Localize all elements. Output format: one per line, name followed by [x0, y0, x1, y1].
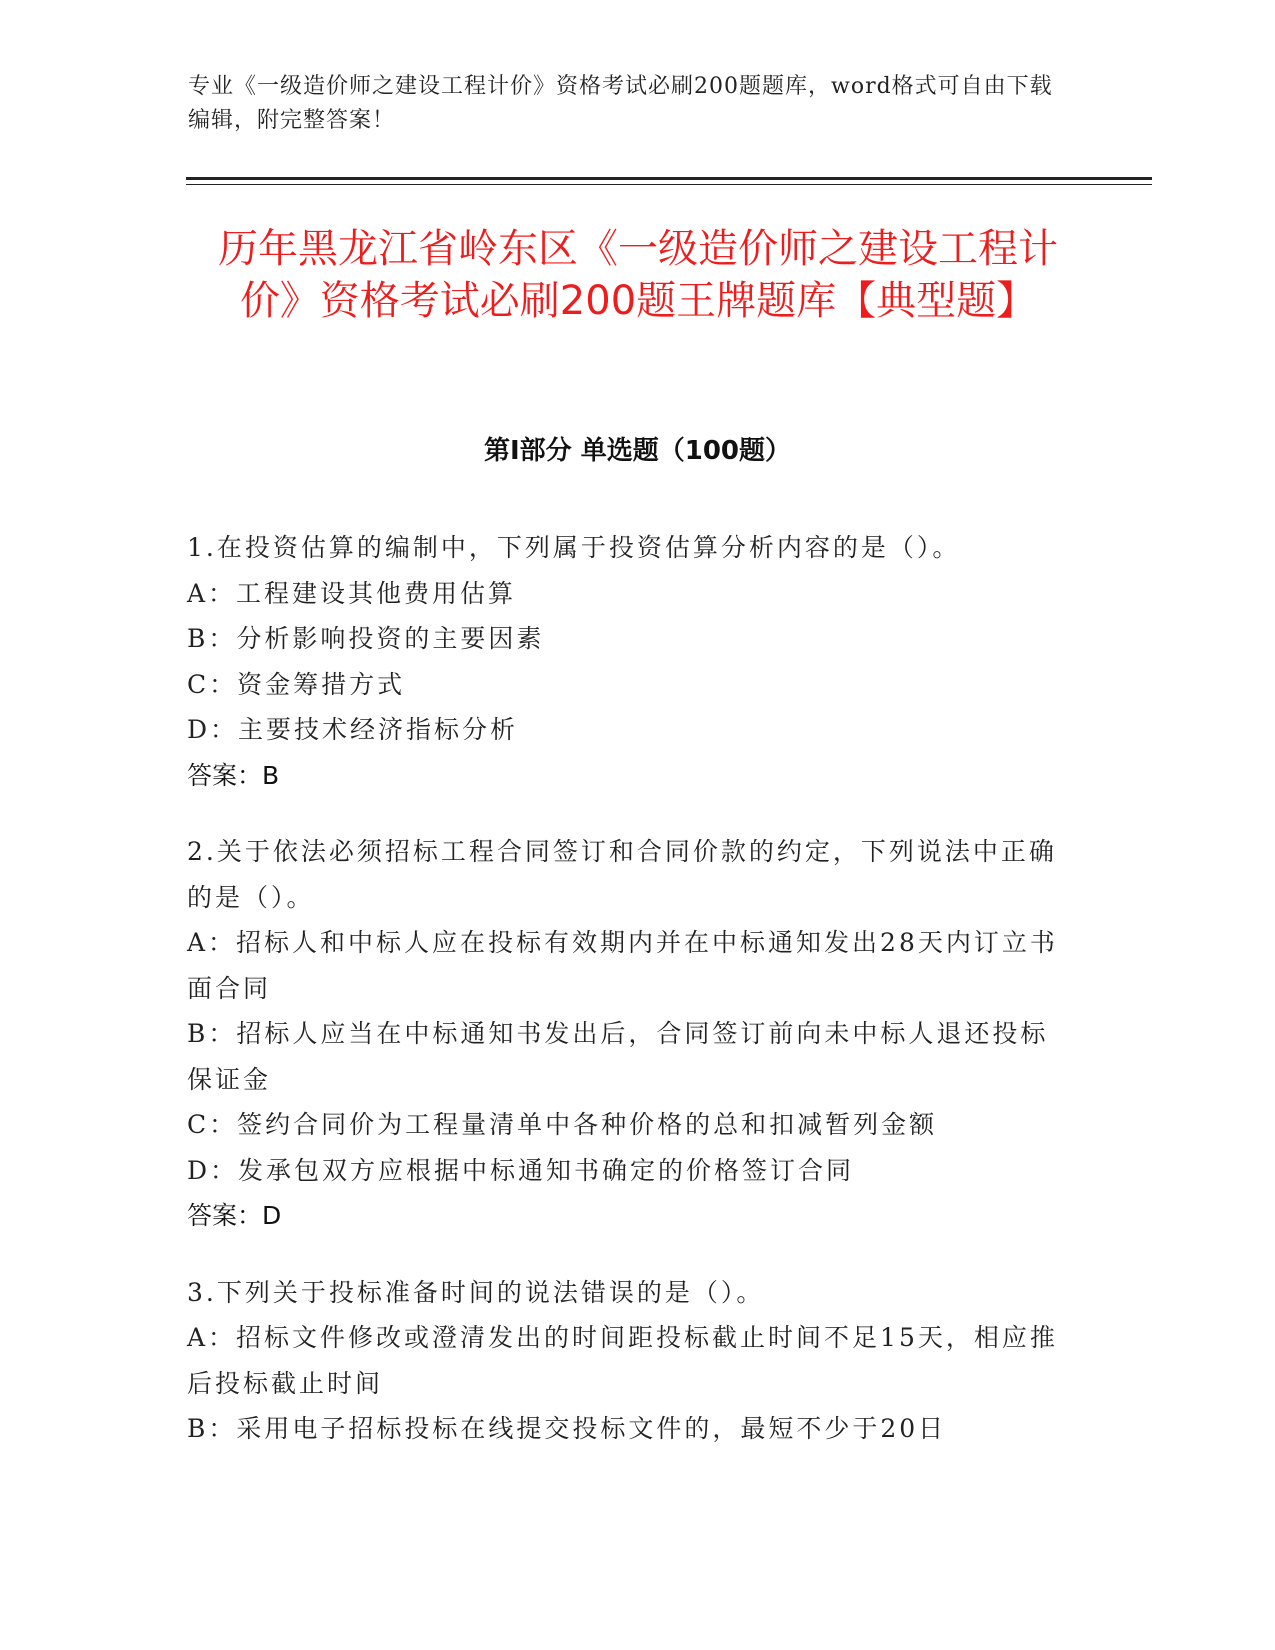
option-c: C：签约合同价为工程量清单中各种价格的总和扣减暂列金额 [187, 1110, 938, 1139]
option-a: A：工程建设其他费用估算 [187, 578, 517, 608]
question-3 [187, 1270, 1067, 1452]
option-c: C：资金筹措方式 [187, 669, 406, 699]
answer: 答案：D [187, 1201, 282, 1230]
option-d: D：主要技术经济指标分析 [187, 715, 519, 744]
question-stem: 3.下列关于投标准备时间的说法错误的是（）。 [187, 1277, 765, 1307]
option-b: B：分析影响投资的主要因素 [187, 624, 545, 653]
question-stem: 2.关于依法必须招标工程合同签订和合同价款的约定，下列说法中正确的是（）。 [187, 837, 1057, 912]
question-list [187, 525, 1067, 1483]
section-heading: 第I部分 单选题（100题） [484, 436, 791, 466]
option-a: A：招标文件修改或澄清发出的时间距投标截止时间不足15天，相应推后投标截止时间 [187, 1323, 1058, 1398]
header-divider-thin [186, 184, 1152, 185]
question-stem: 1.在投资估算的编制中，下列属于投资估算分析内容的是（）。 [187, 533, 961, 562]
option-b: B：招标人应当在中标通知书发出后，合同签订前向未中标人退还投标保证金 [187, 1019, 1049, 1094]
option-a: A：招标人和中标人应在投标有效期内并在中标通知发出28天内订立书面合同 [187, 928, 1058, 1003]
header-note: 专业《一级造价师之建设工程计价》资格考试必刷200题题库，word格式可自由下载编辑，附完整答案！ [188, 74, 1053, 133]
document-title: 历年黑龙江省岭东区《一级造价师之建设工程计价》资格考试必刷200题王牌题库【典型题】 [218, 226, 1058, 324]
question-1 [187, 525, 1067, 798]
header-divider-thick [186, 177, 1152, 180]
option-b: B：采用电子招标投标在线提交投标文件的，最短不少于20日 [187, 1414, 947, 1443]
answer: 答案：B [187, 760, 280, 790]
option-d: D：发承包双方应根据中标通知书确定的价格签订合同 [187, 1155, 855, 1185]
question-2 [187, 829, 1067, 1239]
